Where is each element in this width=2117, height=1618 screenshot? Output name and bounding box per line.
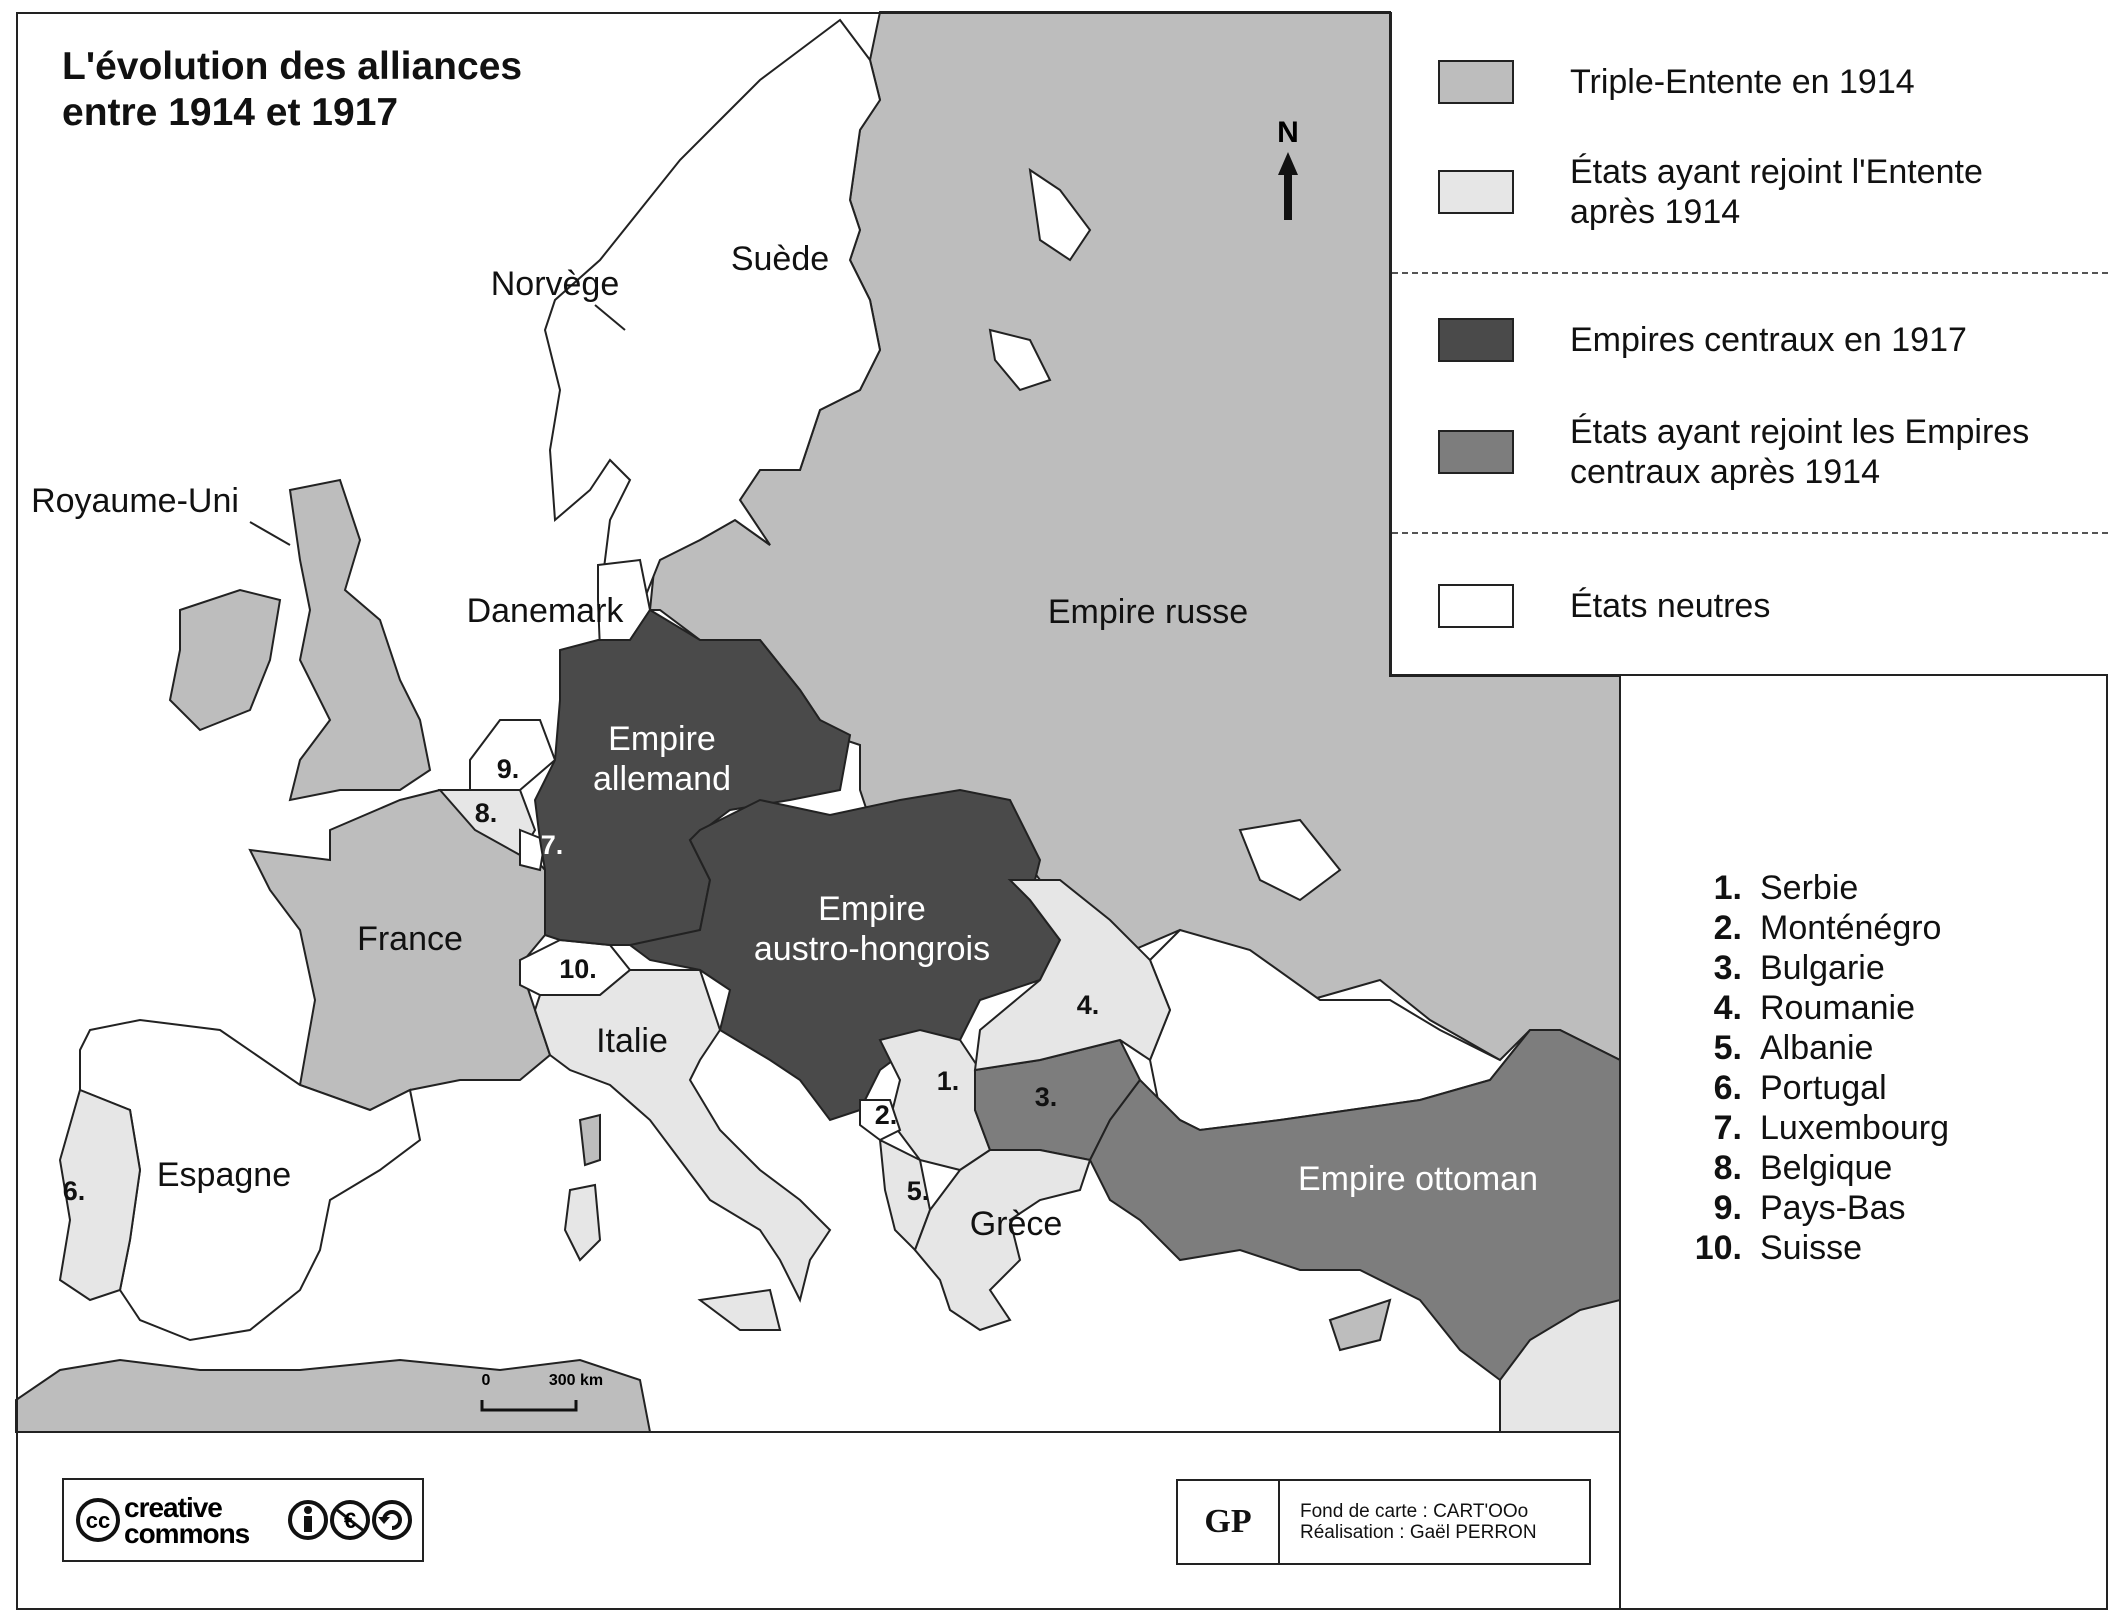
label-austro-hongrois-1: Empire xyxy=(818,890,926,928)
svg-text:€: € xyxy=(343,1508,357,1533)
legend-item-triple-entente xyxy=(1438,60,1915,104)
map-number-1: 1. xyxy=(936,1066,960,1096)
list-number: 3. xyxy=(1713,948,1742,987)
list-item xyxy=(1690,948,1949,988)
label-empire-allemand-2: allemand xyxy=(593,760,731,798)
cc-text-commons: commons xyxy=(124,1518,250,1549)
map-number-9: 9. xyxy=(496,754,520,784)
title-line-2: entre 1914 et 1917 xyxy=(62,91,399,134)
list-country: Serbie xyxy=(1760,868,1859,907)
legend-label: États neutres xyxy=(1570,587,1771,625)
list-number: 5. xyxy=(1713,1028,1742,1067)
list-number: 9. xyxy=(1713,1188,1742,1227)
label-espagne: Espagne xyxy=(156,1156,292,1194)
label-empire-russe: Empire russe xyxy=(1047,593,1249,631)
non-commercial-icon xyxy=(332,1502,368,1538)
label-grece: Grèce xyxy=(969,1205,1063,1243)
credits-box xyxy=(1176,1479,1591,1565)
share-alike-icon xyxy=(374,1502,410,1538)
legend-item-joined-entente xyxy=(1438,152,2038,232)
cc-mark: cc xyxy=(85,1508,111,1533)
legend-divider xyxy=(1392,272,2108,274)
list-country: Portugal xyxy=(1760,1068,1887,1107)
credits-text xyxy=(1280,1481,1537,1563)
author-initials: GP xyxy=(1178,1481,1280,1563)
legend-divider xyxy=(1392,532,2108,534)
list-item xyxy=(1690,1188,1949,1228)
legend-swatch xyxy=(1438,170,1514,214)
list-item xyxy=(1690,988,1949,1028)
list-item xyxy=(1690,1148,1949,1188)
map-number-2: 2. xyxy=(874,1100,898,1130)
legend-label: Empires centraux en 1917 xyxy=(1570,321,1967,359)
cc-text-creative: creative xyxy=(124,1492,222,1523)
list-country: Luxembourg xyxy=(1760,1108,1950,1147)
legend-item-joined-central xyxy=(1438,412,2117,492)
list-item xyxy=(1690,868,1949,908)
list-country: Pays-Bas xyxy=(1760,1188,1906,1227)
legend-swatch xyxy=(1438,584,1514,628)
map-number-5: 5. xyxy=(906,1176,930,1206)
label-danemark: Danemark xyxy=(466,592,624,630)
legend-swatch xyxy=(1438,318,1514,362)
legend-swatch xyxy=(1438,430,1514,474)
title-line-1: L'évolution des alliances xyxy=(62,45,523,88)
list-country: Suisse xyxy=(1760,1228,1863,1267)
list-number: 1. xyxy=(1713,868,1742,907)
label-royaume-uni: Royaume-Uni xyxy=(31,482,239,520)
legend-item-neutral xyxy=(1438,584,1770,628)
map-number-10: 10. xyxy=(559,954,597,984)
creative-commons-badge xyxy=(62,1478,424,1562)
map-number-4: 4. xyxy=(1076,990,1100,1020)
list-item xyxy=(1690,1228,1949,1268)
north-arrow-label: N xyxy=(1277,116,1299,149)
list-country: Roumanie xyxy=(1760,988,1915,1027)
map-number-7: 7. xyxy=(540,830,564,860)
list-country: Monténégro xyxy=(1760,908,1942,947)
map-number-3: 3. xyxy=(1034,1082,1058,1112)
list-country: Albanie xyxy=(1760,1028,1874,1067)
list-item xyxy=(1690,1068,1949,1108)
attribution-icon xyxy=(290,1502,326,1538)
legend-label: États ayant rejoint l'Entente après 1914 xyxy=(1570,153,1983,231)
legend-panel xyxy=(1390,12,2108,676)
scale-start-label: 0 xyxy=(481,1372,491,1389)
label-italie: Italie xyxy=(596,1022,668,1060)
list-item xyxy=(1690,1028,1949,1068)
credits-line-2: Réalisation : Gaël PERRON xyxy=(1300,1522,1537,1543)
list-country: Bulgarie xyxy=(1760,948,1885,987)
list-country: Belgique xyxy=(1760,1148,1893,1187)
scale-end-label: 300 km xyxy=(548,1372,604,1389)
label-empire-ottoman: Empire ottoman xyxy=(1298,1160,1538,1198)
map-title xyxy=(62,44,522,136)
legend-label: États ayant rejoint les Empires centraux après 1914 xyxy=(1570,413,2030,491)
list-number: 4. xyxy=(1713,988,1742,1027)
list-number: 7. xyxy=(1713,1108,1742,1147)
legend-item-central-empires xyxy=(1438,318,1967,362)
legend-label: Triple-Entente en 1914 xyxy=(1570,63,1915,101)
map-number-8: 8. xyxy=(474,798,498,828)
legend-swatch xyxy=(1438,60,1514,104)
label-empire-allemand-1: Empire xyxy=(608,720,716,758)
label-france: France xyxy=(357,920,463,958)
list-number: 6. xyxy=(1713,1068,1742,1107)
list-item xyxy=(1690,908,1949,948)
list-number: 8. xyxy=(1713,1148,1742,1187)
credits-line-1: Fond de carte : CART'OOo xyxy=(1300,1501,1529,1522)
label-norvege: Norvège xyxy=(490,265,620,303)
list-number: 10. xyxy=(1694,1228,1742,1267)
numbered-country-list xyxy=(1690,868,1949,1268)
cc-logo-icon xyxy=(72,1485,422,1555)
label-austro-hongrois-2: austro-hongrois xyxy=(753,930,991,968)
list-item xyxy=(1690,1108,1949,1148)
map-number-6: 6. xyxy=(62,1176,86,1206)
list-number: 2. xyxy=(1713,908,1742,947)
label-suede: Suède xyxy=(730,240,830,278)
